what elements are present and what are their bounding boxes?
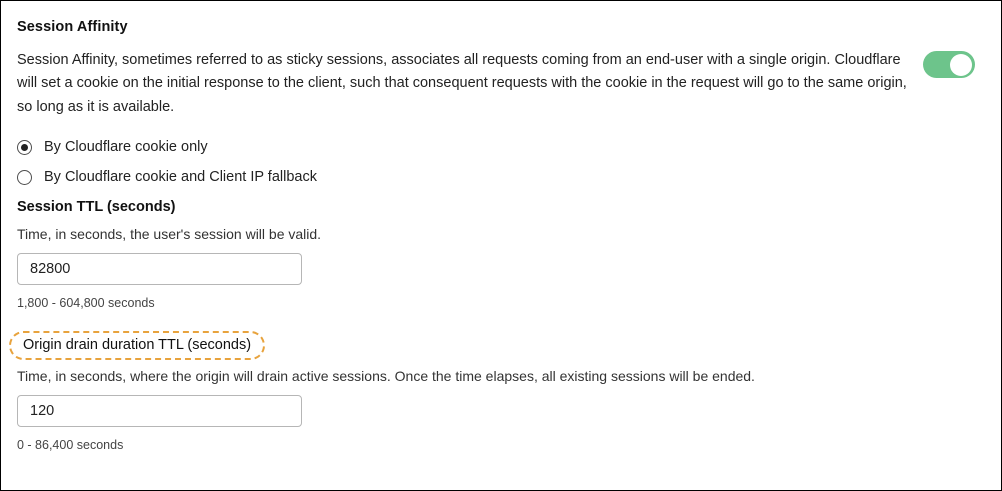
radio-option-cookie-only[interactable]	[17, 139, 985, 155]
origin-drain-range-hint: 0 - 86,400 seconds	[17, 438, 124, 453]
radio-label: By Cloudflare cookie only	[44, 139, 208, 156]
origin-drain-field-block	[17, 331, 985, 452]
session-affinity-toggle[interactable]	[923, 51, 975, 78]
origin-drain-label: Origin drain duration TTL (seconds)	[9, 331, 265, 360]
session-ttl-input[interactable]	[17, 253, 302, 285]
session-ttl-range-hint: 1,800 - 604,800 seconds	[17, 296, 155, 311]
section-description: Session Affinity, sometimes referred to as sticky sessions, associates all requests coming from an end-user with a single origin. Cloudflare will set a cookie on the initial response to the client, such that consequent requests with the cookie in the request will go to the same origin, so long as it is available.	[17, 52, 907, 115]
origin-drain-help-text: Time, in seconds, where the origin will drain active sessions. Once the time elapses, all existing sessions will be ended.	[17, 368, 755, 385]
session-ttl-label: Session TTL (seconds)	[17, 199, 176, 216]
radio-icon[interactable]	[17, 170, 32, 185]
radio-option-cookie-and-ip-fallback[interactable]	[17, 169, 985, 185]
origin-drain-input[interactable]	[17, 395, 302, 427]
radio-label: By Cloudflare cookie and Client IP fallback	[44, 169, 317, 186]
affinity-mode-radio-group	[17, 139, 985, 185]
session-ttl-field-block	[17, 199, 985, 310]
page-title: Session Affinity	[17, 19, 128, 35]
session-ttl-help-text: Time, in seconds, the user's session will be valid.	[17, 226, 322, 243]
radio-icon[interactable]	[17, 140, 32, 155]
session-affinity-panel	[1, 1, 1001, 490]
toggle-knob	[950, 54, 972, 76]
description-row	[17, 49, 985, 119]
